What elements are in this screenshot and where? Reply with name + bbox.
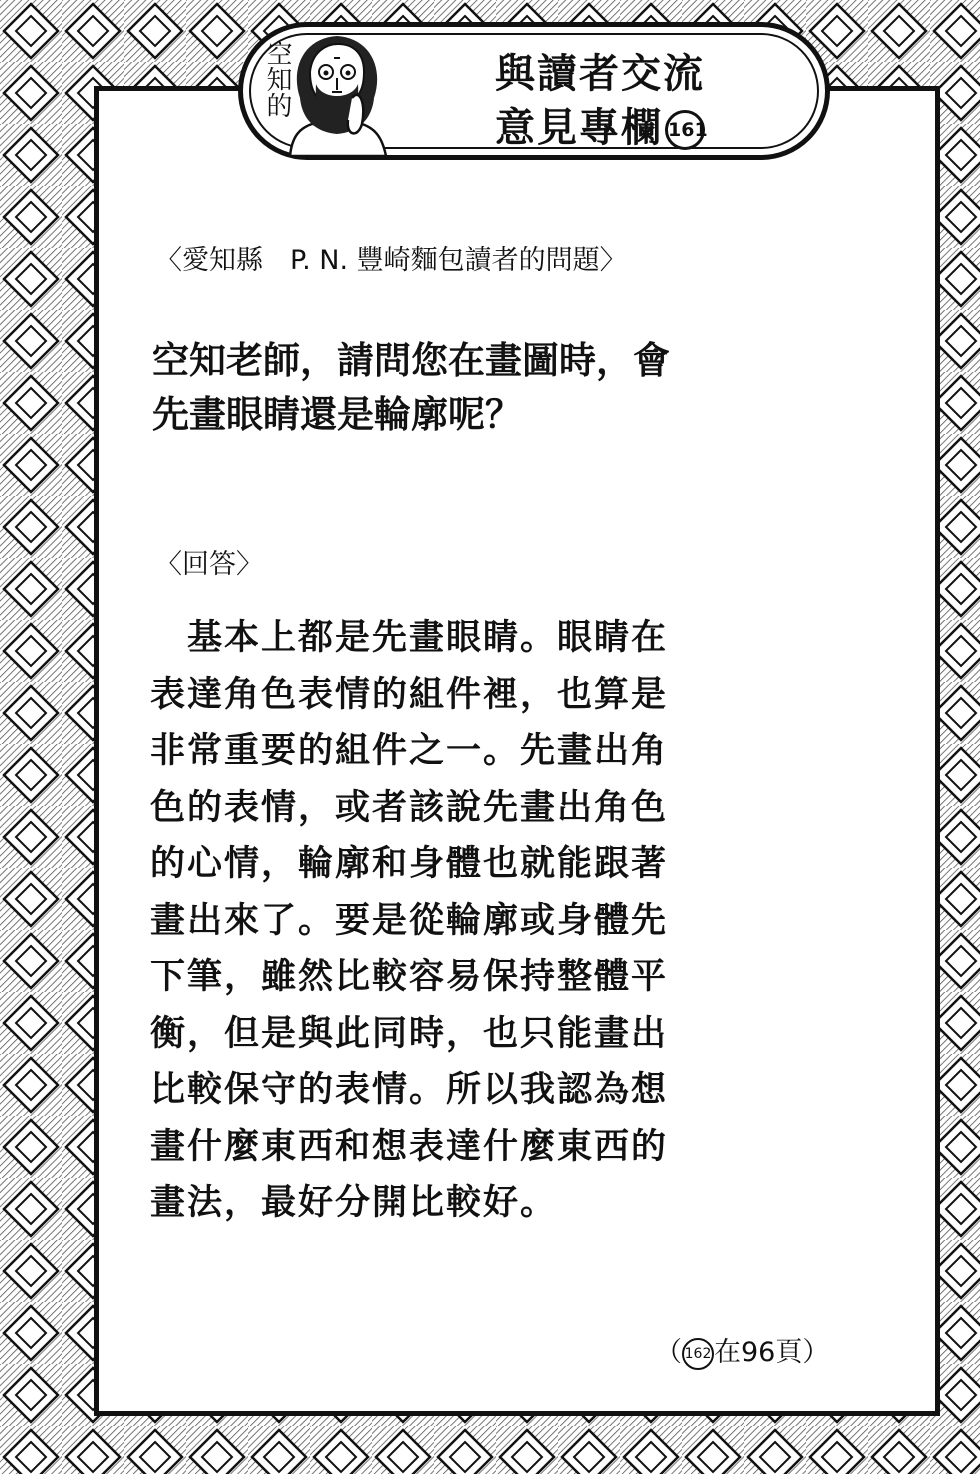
reader-question (152, 334, 802, 442)
answer-line: 基本上都是先畫眼睛。眼睛在 (150, 618, 669, 658)
question-line: 先畫眼睛還是輪廓呢？ (152, 393, 522, 436)
answer-line: 表達角色表情的組件裡，也算是 (150, 674, 669, 715)
reader-attribution: 〈愛知縣 P. N. 豐崎麵包讀者的問題〉 (155, 245, 627, 276)
answer-line: 比較保守的表情。所以我認為想 (150, 1070, 669, 1110)
answer-line: 畫法，最好分開比較好。 (150, 1183, 558, 1223)
answer-line: 衡，但是與此同時，也只能畫出 (150, 1013, 669, 1054)
page-ref-text: 在96頁 (714, 1337, 803, 1368)
continued-page-reference (655, 1330, 829, 1370)
answer-line: 下筆，雖然比較容易保持整體平 (150, 957, 669, 997)
paren-open: （ (655, 1337, 682, 1368)
answer-label: 〈回答〉 (155, 549, 263, 580)
author-caricature-icon (282, 28, 392, 156)
answer-line: 色的表情，或者該說先畫出角色 (150, 787, 669, 828)
answer-line: 非常重要的組件之一。先畫出角 (150, 731, 669, 771)
answer-line: 畫出來了。要是從輪廓或身體先 (150, 900, 669, 941)
column-title-text: 意見專欄 (495, 105, 663, 151)
column-title-line1: 與讀者交流 (495, 51, 705, 97)
answer-line: 畫什麼東西和想表達什麼東西的 (150, 1126, 669, 1167)
answer-line: 的心情，輪廓和身體也就能跟著 (150, 844, 669, 884)
next-issue-badge: 162 (682, 1338, 714, 1370)
issue-number-badge: 161 (665, 110, 705, 150)
question-line: 空知老師，請問您在畫圖時，會 (152, 339, 670, 382)
answer-body (150, 610, 800, 1232)
author-label: 空知的 (262, 40, 292, 118)
column-title-line2 (470, 96, 730, 153)
paren-close: ） (802, 1337, 830, 1368)
